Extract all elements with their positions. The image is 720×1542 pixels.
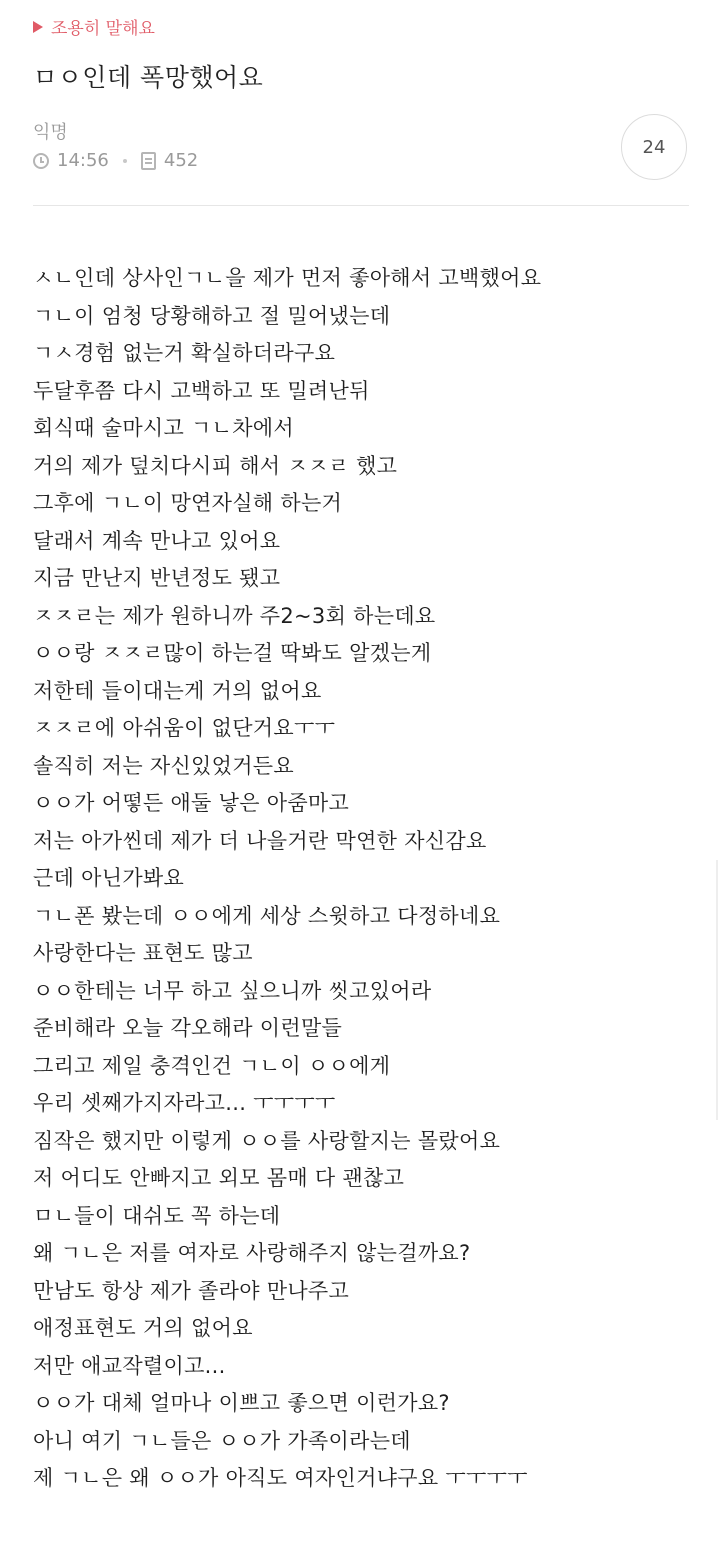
post-body-line: ㅇㅇ가 어떻든 애둘 낳은 아줌마고 (33, 791, 350, 815)
post-body-line: 만남도 항상 제가 졸라야 만나주고 (33, 1278, 350, 1303)
post-body-line: 저는 아가씬데 제가 더 나을거란 막연한 자신감요 (33, 828, 487, 853)
post-body-line: 우리 셋째가지자라고... ㅜㅜㅜㅜ (33, 1091, 336, 1115)
post-body-line: ㅈㅈㄹ에 아쉬움이 없단거요ㅜㅜ (33, 716, 336, 740)
post-body-line: ㄱㄴ이 엄청 당황해하고 절 밀어냈는데 (33, 303, 391, 328)
post-body-line: 저만 애교작렬이고... (33, 1353, 226, 1378)
header-divider (33, 205, 689, 206)
scrollbar[interactable] (716, 860, 718, 1120)
post-body-line: 근데 아닌가봐요 (33, 866, 185, 890)
comment-count: 24 (642, 136, 666, 158)
post-body (33, 260, 683, 1498)
post-body-line: 거의 제가 덮치다시피 해서 ㅈㅈㄹ 했고 (33, 453, 398, 478)
post-body-line: 지금 만난지 반년정도 됐고 (33, 566, 281, 590)
post-meta (33, 150, 198, 171)
post-body-line: 회식때 술마시고 ㄱㄴ차에서 (33, 416, 294, 440)
post-body-line: ㅁㄴ들이 대쉬도 꼭 하는데 (33, 1203, 281, 1228)
triangle-icon (33, 21, 43, 33)
post-time: 14:56 (57, 150, 109, 171)
post-body-line: 그리고 제일 충격인건 ㄱㄴ이 ㅇㅇ에게 (33, 1053, 391, 1078)
post-body-line: 아니 여기 ㄱㄴ들은 ㅇㅇ가 가족이라는데 (33, 1428, 411, 1453)
post-body-line: 솔직히 저는 자신있었거든요 (33, 753, 294, 778)
post-body-line: ㅇㅇ가 대체 얼마나 이쁘고 좋으면 이런가요? (33, 1391, 450, 1415)
post-body-line: ㄱㄴ폰 봤는데 ㅇㅇ에게 세상 스윗하고 다정하네요 (33, 903, 501, 928)
view-count: 452 (163, 150, 199, 171)
post-body-line: ㄱㅅ경험 없는거 확실하더라구요 (33, 341, 336, 365)
views-icon (141, 152, 156, 170)
category-label: 조용히 말해요 (51, 19, 155, 39)
post-body-line: 달래서 계속 만나고 있어요 (33, 528, 281, 553)
post-body-line: 그후에 ㄱㄴ이 망연자실해 하는거 (33, 491, 343, 515)
post-body-line: 저한테 들이대는게 거의 없어요 (33, 678, 322, 703)
post-body-line: 애정표현도 거의 없어요 (33, 1316, 253, 1340)
post-body-line: ㅈㅈㄹ는 제가 원하니까 주2~3회 하는데요 (33, 603, 436, 628)
post-body-line: 짐작은 했지만 이렇게 ㅇㅇ를 사랑할지는 몰랐어요 (33, 1128, 501, 1153)
post-body-line: 왜 ㄱㄴ은 저를 여자로 사랑해주지 않는걸까요? (33, 1241, 471, 1265)
category-link[interactable] (33, 14, 155, 39)
meta-separator (123, 159, 127, 163)
post-body-line: 사랑한다는 표현도 많고 (33, 941, 253, 965)
comment-count-button[interactable] (621, 114, 687, 180)
clock-icon (33, 153, 49, 169)
post-body-line: ㅇㅇ한테는 너무 하고 싶으니까 씻고있어라 (33, 978, 432, 1003)
post-body-line: ㅇㅇ랑 ㅈㅈㄹ많이 하는걸 딱봐도 알겠는게 (33, 641, 432, 665)
post-body-line: 준비해라 오늘 각오해라 이런말들 (33, 1016, 343, 1040)
post-author: 익명 (33, 122, 68, 143)
post-body-line: 제 ㄱㄴ은 왜 ㅇㅇ가 아직도 여자인거냐구요 ㅜㅜㅜㅜ (33, 1466, 528, 1490)
post-body-line: ㅅㄴ인데 상사인ㄱㄴ을 제가 먼저 좋아해서 고백했어요 (33, 266, 542, 290)
post-body-line: 저 어디도 안빠지고 외모 몸매 다 괜찮고 (33, 1166, 405, 1190)
post-title: ㅁㅇ인데 폭망했어요 (33, 63, 264, 92)
post-body-line: 두달후쯤 다시 고백하고 또 밀려난뒤 (33, 378, 370, 403)
